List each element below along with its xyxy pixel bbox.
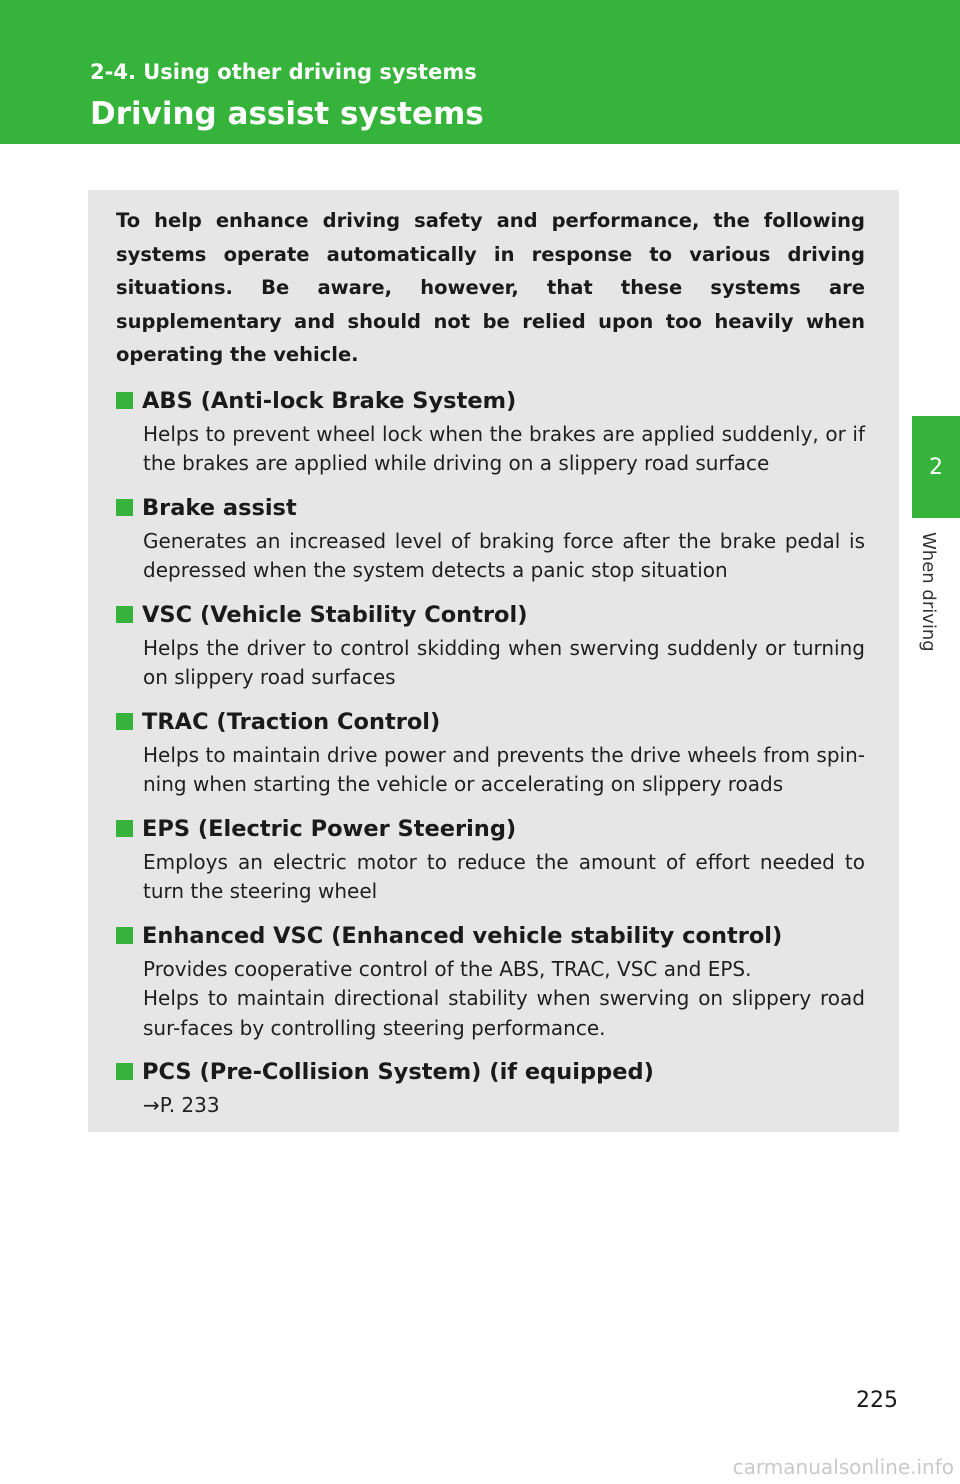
item-heading-text: Brake assist	[142, 494, 297, 521]
item-heading	[116, 602, 865, 628]
chapter-tab[interactable]	[912, 416, 960, 518]
item-heading	[116, 388, 865, 414]
item-heading	[116, 923, 865, 949]
section-label: 2-4. Using other driving systems	[90, 60, 477, 84]
item-heading	[116, 816, 865, 842]
item-body-line: Provides cooperative control of the ABS, TRAC, VSC and EPS.	[143, 956, 752, 981]
item-body: Helps the driver to control skidding when swerving suddenly or turning on slippery road surfaces	[143, 635, 865, 689]
content-box	[88, 190, 899, 1132]
header-bar	[0, 0, 960, 144]
square-bullet-icon	[116, 713, 133, 730]
item-body: Helps to maintain drive power and prevents the drive wheels from spin-ning when starting the vehicle or accelerating on slippery roads	[143, 742, 865, 796]
item-vsc	[116, 602, 865, 693]
square-bullet-icon	[116, 1063, 133, 1080]
item-heading-text: TRAC (Traction Control)	[142, 708, 441, 735]
item-heading	[116, 495, 865, 521]
item-body: Helps to prevent wheel lock when the brakes are applied suddenly, or if the brakes are applied while driving on a slippery road surface	[143, 421, 865, 475]
page-reference-link[interactable]: →P. 233	[143, 1093, 220, 1117]
item-body: Generates an increased level of braking force after the brake pedal is depressed when the system detects a panic stop situation	[143, 528, 865, 582]
square-bullet-icon	[116, 606, 133, 623]
item-brake-assist	[116, 495, 865, 586]
item-heading-text: PCS (Pre-Collision System) (if equipped)	[142, 1059, 654, 1085]
item-eps	[116, 816, 865, 907]
intro-paragraph: To help enhance driving safety and performance, the following systems operate automatically in response to various driving situations. Be aware, however, that these systems are supplementary and should not be relied upon too heavily when operating the vehicle.	[116, 209, 865, 366]
chapter-label: When driving	[918, 532, 939, 652]
watermark: carmanualsonline.info	[732, 1455, 954, 1479]
item-heading-text: ABS (Anti-lock Brake System)	[142, 387, 517, 414]
item-heading-text: VSC (Vehicle Stability Control)	[142, 601, 528, 628]
item-heading-text: EPS (Electric Power Steering)	[142, 815, 517, 842]
chapter-number: 2	[929, 454, 943, 480]
item-body: Employs an electric motor to reduce the amount of effort needed to turn the steering wheel	[143, 849, 865, 903]
square-bullet-icon	[116, 927, 133, 944]
item-pcs	[116, 1059, 865, 1121]
item-heading-text: Enhanced VSC (Enhanced vehicle stability control)	[142, 922, 783, 949]
item-abs	[116, 388, 865, 479]
item-enhanced-vsc	[116, 923, 865, 1044]
square-bullet-icon	[116, 820, 133, 837]
page-number: 225	[856, 1388, 898, 1413]
item-trac	[116, 709, 865, 800]
page-title: Driving assist systems	[90, 96, 484, 132]
item-heading	[116, 709, 865, 735]
item-body	[143, 955, 865, 1044]
item-heading	[116, 1059, 865, 1085]
square-bullet-icon	[116, 499, 133, 516]
square-bullet-icon	[116, 392, 133, 409]
item-body-line: Helps to maintain directional stability when swerving on slippery road sur-faces by controlling steering performance.	[143, 986, 865, 1040]
